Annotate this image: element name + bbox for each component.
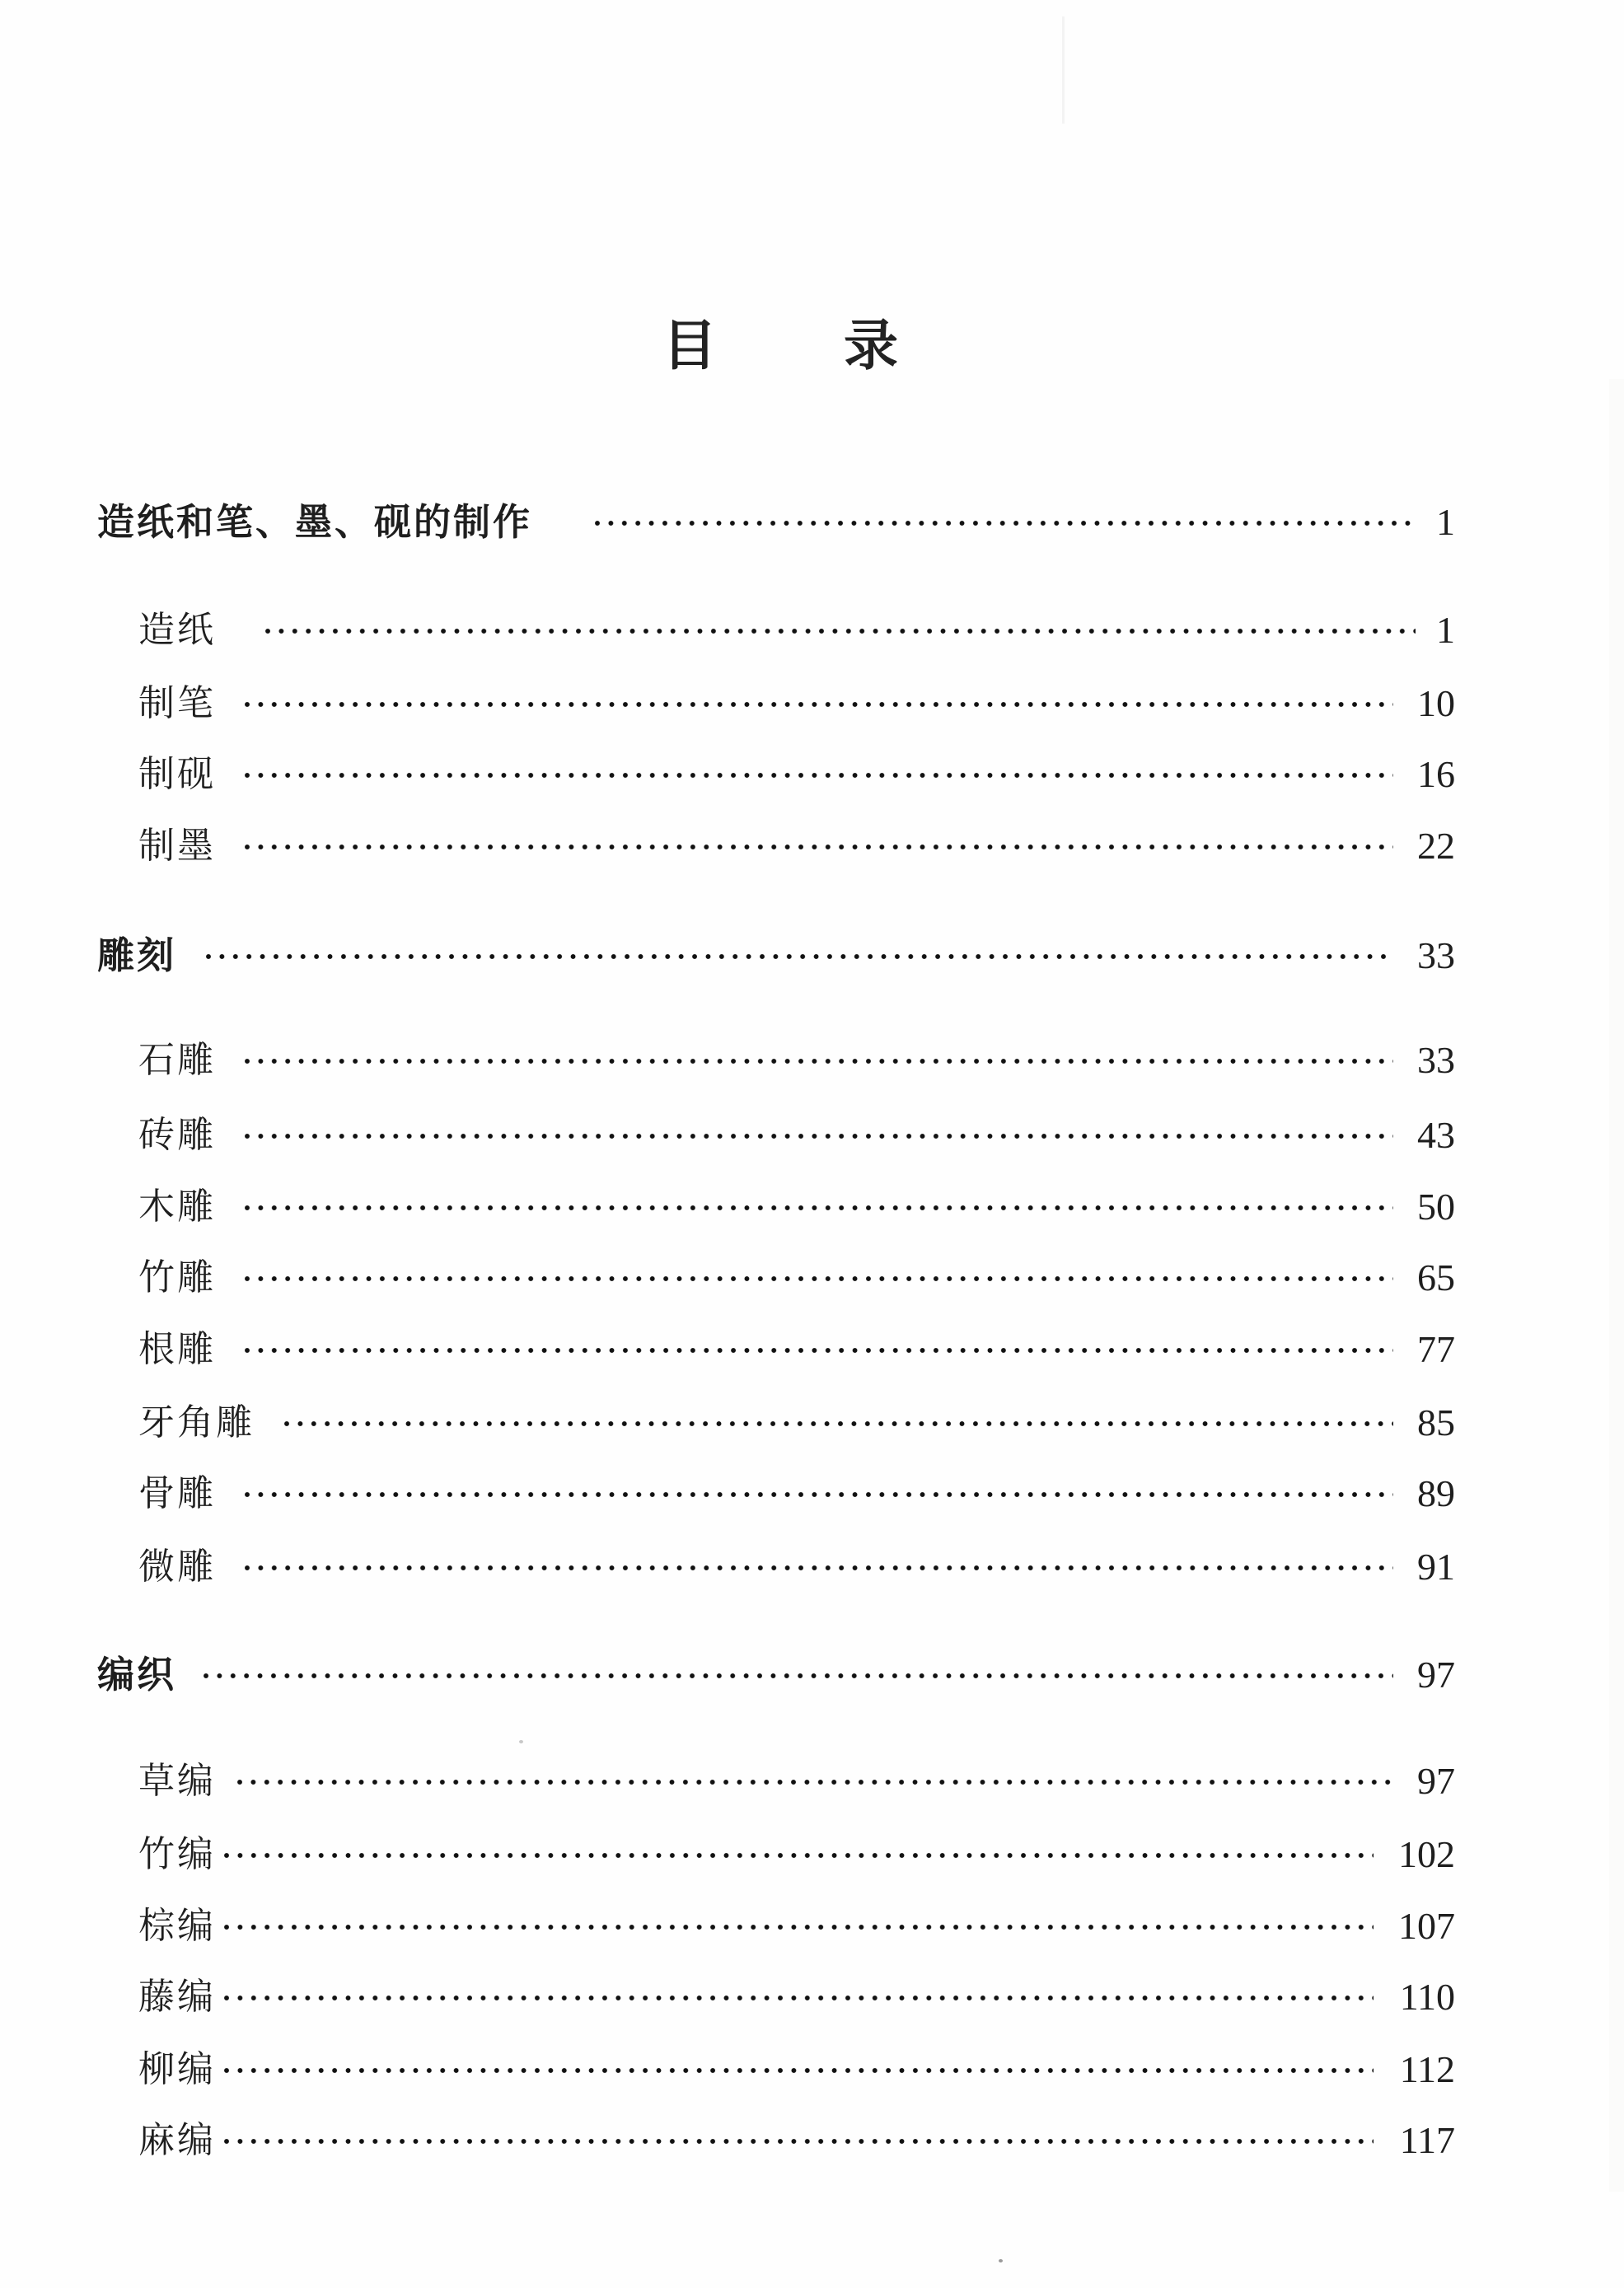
dot-leader — [224, 1996, 1374, 2000]
dot-leader — [245, 702, 1393, 707]
dot-leader — [245, 773, 1393, 778]
dot-leader — [224, 2139, 1374, 2144]
toc-item-label: 根雕 — [138, 1328, 216, 1370]
toc-page-number: 97 — [1417, 1654, 1455, 1696]
toc-page-number: 65 — [1417, 1256, 1455, 1298]
title-char-1: 目 — [662, 314, 717, 377]
toc-item[interactable] — [0, 1036, 1624, 1085]
toc-section-label: 编织 — [97, 1653, 177, 1696]
dot-leader — [224, 1853, 1374, 1858]
toc-item-label: 砖雕 — [138, 1114, 216, 1156]
toc-page-number: 112 — [1399, 2048, 1455, 2090]
toc-item-label: 木雕 — [138, 1186, 216, 1228]
toc-page-number: 50 — [1417, 1186, 1455, 1228]
dot-leader — [245, 1565, 1393, 1570]
toc-item[interactable] — [0, 1398, 1624, 1448]
toc-item-label: 柳编 — [138, 2048, 216, 2090]
toc-page-number: 117 — [1399, 2119, 1455, 2161]
toc-item-label: 造纸 — [138, 609, 216, 651]
toc-item-label: 牙角雕 — [138, 1401, 255, 1443]
toc-page-number: 1 — [1436, 609, 1455, 651]
toc-section-carving[interactable] — [0, 931, 1624, 980]
dot-leader — [245, 1134, 1393, 1139]
toc-item-label: 骨雕 — [138, 1472, 216, 1514]
toc-section-papermaking[interactable] — [0, 498, 1624, 547]
toc-item[interactable] — [0, 1111, 1624, 1160]
dot-leader — [237, 1780, 1393, 1785]
toc-page-number: 1 — [1436, 501, 1455, 543]
toc-item-label: 竹编 — [138, 1833, 216, 1875]
scan-speck — [519, 1740, 523, 1743]
dot-leader — [224, 1925, 1374, 1930]
dot-leader — [206, 954, 1393, 959]
toc-item-label: 微雕 — [138, 1546, 216, 1588]
dot-leader — [224, 2068, 1374, 2073]
toc-item-label: 制墨 — [138, 825, 216, 867]
toc-page-number: 10 — [1417, 682, 1455, 724]
toc-page-number: 43 — [1417, 1114, 1455, 1156]
dot-leader — [245, 1492, 1393, 1497]
dot-leader — [284, 1421, 1393, 1426]
toc-section-label: 雕刻 — [97, 933, 177, 977]
toc-item[interactable] — [0, 1972, 1624, 2022]
dot-leader — [245, 1348, 1393, 1353]
toc-item-label: 制笔 — [138, 682, 216, 724]
toc-item-label: 竹雕 — [138, 1256, 216, 1298]
toc-page-number: 91 — [1417, 1546, 1455, 1588]
toc-item-label: 藤编 — [138, 1976, 216, 2018]
toc-item[interactable] — [0, 1757, 1624, 1806]
toc-section-label: 造纸和笔、墨、砚的制作 — [97, 500, 533, 544]
toc-page-number: 16 — [1417, 753, 1455, 795]
toc-page-number: 89 — [1417, 1472, 1455, 1514]
toc-section-weaving[interactable] — [0, 1650, 1624, 1700]
toc-item[interactable] — [0, 821, 1624, 871]
toc-page-number: 110 — [1399, 1976, 1455, 2018]
toc-item[interactable] — [0, 750, 1624, 799]
toc-item[interactable] — [0, 1325, 1624, 1374]
dot-leader — [265, 629, 1416, 634]
scan-artifact-line — [1062, 16, 1065, 124]
toc-item[interactable] — [0, 1902, 1624, 1951]
toc-page-number: 77 — [1417, 1328, 1455, 1370]
title-char-2: 录 — [844, 314, 898, 377]
dot-leader — [245, 845, 1393, 849]
dot-leader — [204, 1673, 1393, 1678]
dot-leader — [245, 1059, 1393, 1064]
toc-page-number: 33 — [1417, 934, 1455, 976]
toc-item-label: 棕编 — [138, 1905, 216, 1947]
scan-speck — [999, 2259, 1003, 2262]
toc-page-number: 107 — [1398, 1905, 1455, 1947]
toc-item-label: 草编 — [138, 1760, 216, 1802]
toc-page-number: 102 — [1398, 1833, 1455, 1875]
toc-item[interactable] — [0, 2045, 1624, 2094]
toc-page-number: 22 — [1417, 825, 1455, 867]
toc-page-number: 33 — [1417, 1039, 1455, 1081]
page-title — [0, 313, 1624, 379]
toc-item-label: 制砚 — [138, 753, 216, 795]
dot-leader — [245, 1205, 1393, 1210]
toc-item[interactable] — [0, 1469, 1624, 1518]
toc-item-label: 石雕 — [138, 1039, 216, 1081]
toc-item[interactable] — [0, 1253, 1624, 1303]
toc-page-number: 97 — [1417, 1760, 1455, 1802]
toc-item[interactable] — [0, 2116, 1624, 2165]
toc-item[interactable] — [0, 1542, 1624, 1592]
toc-item[interactable] — [0, 1182, 1624, 1232]
dot-leader — [245, 1276, 1393, 1281]
toc-item[interactable] — [0, 606, 1624, 655]
dot-leader — [595, 521, 1416, 526]
toc-item-label: 麻编 — [138, 2119, 216, 2161]
toc-item[interactable] — [0, 679, 1624, 728]
toc-page-number: 85 — [1417, 1401, 1455, 1443]
toc-item[interactable] — [0, 1830, 1624, 1879]
